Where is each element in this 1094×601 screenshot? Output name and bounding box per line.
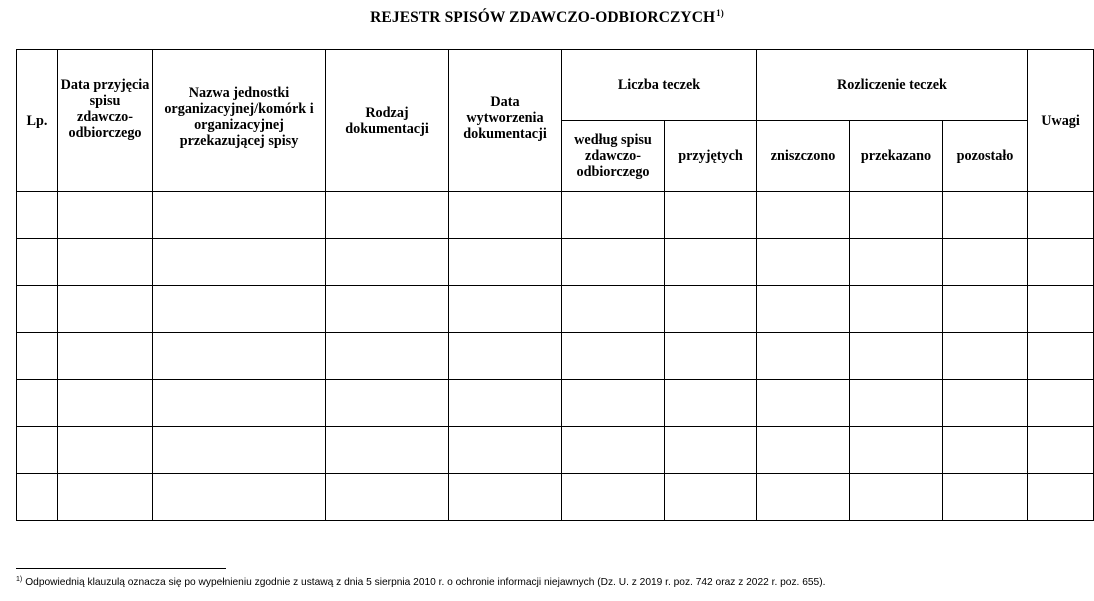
table-cell[interactable] — [562, 192, 665, 239]
header-data-przyjecia: Data przyjęcia spisu zdawczo-odbiorczego — [58, 50, 153, 192]
header-pozostalo: pozostało — [943, 121, 1028, 192]
table-cell[interactable] — [943, 239, 1028, 286]
table-cell[interactable] — [1028, 380, 1094, 427]
table-row — [17, 192, 1094, 239]
table-cell[interactable] — [665, 333, 757, 380]
table-cell[interactable] — [943, 286, 1028, 333]
table-cell[interactable] — [562, 286, 665, 333]
table-cell[interactable] — [850, 333, 943, 380]
table-cell[interactable] — [153, 192, 326, 239]
table-cell[interactable] — [326, 427, 449, 474]
table-cell[interactable] — [757, 239, 850, 286]
table-cell[interactable] — [449, 474, 562, 521]
table-cell[interactable] — [326, 333, 449, 380]
table-cell[interactable] — [757, 380, 850, 427]
table-cell[interactable] — [943, 333, 1028, 380]
table-cell[interactable] — [153, 380, 326, 427]
table-cell[interactable] — [153, 427, 326, 474]
table-cell[interactable] — [58, 192, 153, 239]
table-cell[interactable] — [17, 192, 58, 239]
table-cell[interactable] — [449, 286, 562, 333]
table-cell[interactable] — [58, 286, 153, 333]
table-cell[interactable] — [943, 380, 1028, 427]
header-lp: Lp. — [17, 50, 58, 192]
footnote-text: Odpowiednią klauzulą oznacza się po wypełnieniu zgodnie z ustawą z dnia 5 sierpnia 2010 r. o ochronie informacji niejawnych (Dz. U. z 2019 r. poz. 742 oraz z 2022 r. poz. 655). — [25, 577, 826, 588]
table-cell[interactable] — [326, 474, 449, 521]
header-nazwa-jednostki: Nazwa jednostki organizacyjnej/komórk i organizacyjnej przekazującej spisy — [153, 50, 326, 192]
table-row — [17, 474, 1094, 521]
table-cell[interactable] — [153, 286, 326, 333]
table-cell[interactable] — [17, 427, 58, 474]
table-cell[interactable] — [58, 380, 153, 427]
table-cell[interactable] — [665, 427, 757, 474]
table-cell[interactable] — [665, 380, 757, 427]
table-cell[interactable] — [58, 333, 153, 380]
table-cell[interactable] — [562, 380, 665, 427]
table-cell[interactable] — [153, 474, 326, 521]
table-cell[interactable] — [1028, 474, 1094, 521]
table-row — [17, 333, 1094, 380]
table-cell[interactable] — [850, 286, 943, 333]
header-uwagi: Uwagi — [1028, 50, 1094, 192]
table-cell[interactable] — [58, 427, 153, 474]
table-cell[interactable] — [850, 239, 943, 286]
table-cell[interactable] — [326, 239, 449, 286]
table-cell[interactable] — [153, 333, 326, 380]
table-cell[interactable] — [17, 239, 58, 286]
table-cell[interactable] — [562, 239, 665, 286]
table-cell[interactable] — [153, 239, 326, 286]
table-cell[interactable] — [562, 333, 665, 380]
footnote — [16, 576, 1086, 588]
table-cell[interactable] — [326, 192, 449, 239]
table-body — [17, 192, 1094, 521]
title-text: REJESTR SPISÓW ZDAWCZO-ODBIORCZYCH — [370, 9, 716, 26]
table-cell[interactable] — [17, 286, 58, 333]
table-cell[interactable] — [17, 380, 58, 427]
header-data-wytworzenia: Data wytworzenia dokumentacji — [449, 50, 562, 192]
table-cell[interactable] — [850, 380, 943, 427]
header-wedlug-spisu: według spisu zdawczo-odbiorczego — [562, 121, 665, 192]
footnote-marker: 1) — [16, 576, 23, 583]
header-rodzaj: Rodzaj dokumentacji — [326, 50, 449, 192]
table-cell[interactable] — [562, 427, 665, 474]
table-cell[interactable] — [943, 192, 1028, 239]
table-cell[interactable] — [757, 333, 850, 380]
table-cell[interactable] — [449, 427, 562, 474]
table-cell[interactable] — [1028, 427, 1094, 474]
table-cell[interactable] — [665, 239, 757, 286]
table-cell[interactable] — [850, 474, 943, 521]
table-row — [17, 286, 1094, 333]
table-cell[interactable] — [943, 427, 1028, 474]
table-cell[interactable] — [665, 192, 757, 239]
register-table — [16, 49, 1094, 521]
table-cell[interactable] — [17, 474, 58, 521]
table-cell[interactable] — [665, 286, 757, 333]
table-cell[interactable] — [1028, 333, 1094, 380]
table-cell[interactable] — [1028, 286, 1094, 333]
header-zniszczono: zniszczono — [757, 121, 850, 192]
table-cell[interactable] — [449, 380, 562, 427]
table-cell[interactable] — [449, 239, 562, 286]
footnote-divider — [16, 568, 226, 569]
table-cell[interactable] — [757, 427, 850, 474]
header-przekazano: przekazano — [850, 121, 943, 192]
table-cell[interactable] — [58, 239, 153, 286]
table-cell[interactable] — [1028, 192, 1094, 239]
header-rozliczenie-teczek: Rozliczenie teczek — [757, 50, 1028, 121]
table-cell[interactable] — [850, 427, 943, 474]
table-cell[interactable] — [326, 286, 449, 333]
table-row — [17, 380, 1094, 427]
table-row — [17, 427, 1094, 474]
table-cell[interactable] — [17, 333, 58, 380]
table-cell[interactable] — [449, 333, 562, 380]
table-header — [17, 50, 1094, 192]
table-cell[interactable] — [449, 192, 562, 239]
table-cell[interactable] — [665, 474, 757, 521]
table-cell[interactable] — [757, 474, 850, 521]
table-cell[interactable] — [757, 192, 850, 239]
header-przyjetych: przyjętych — [665, 121, 757, 192]
table-cell[interactable] — [757, 286, 850, 333]
title-footnote-ref: 1) — [716, 8, 724, 18]
page-title — [0, 8, 1094, 27]
table-cell[interactable] — [58, 474, 153, 521]
table-cell[interactable] — [1028, 239, 1094, 286]
header-liczba-teczek: Liczba teczek — [562, 50, 757, 121]
table-cell[interactable] — [850, 192, 943, 239]
table-row — [17, 239, 1094, 286]
table-cell[interactable] — [562, 474, 665, 521]
table-cell[interactable] — [326, 380, 449, 427]
table-cell[interactable] — [943, 474, 1028, 521]
